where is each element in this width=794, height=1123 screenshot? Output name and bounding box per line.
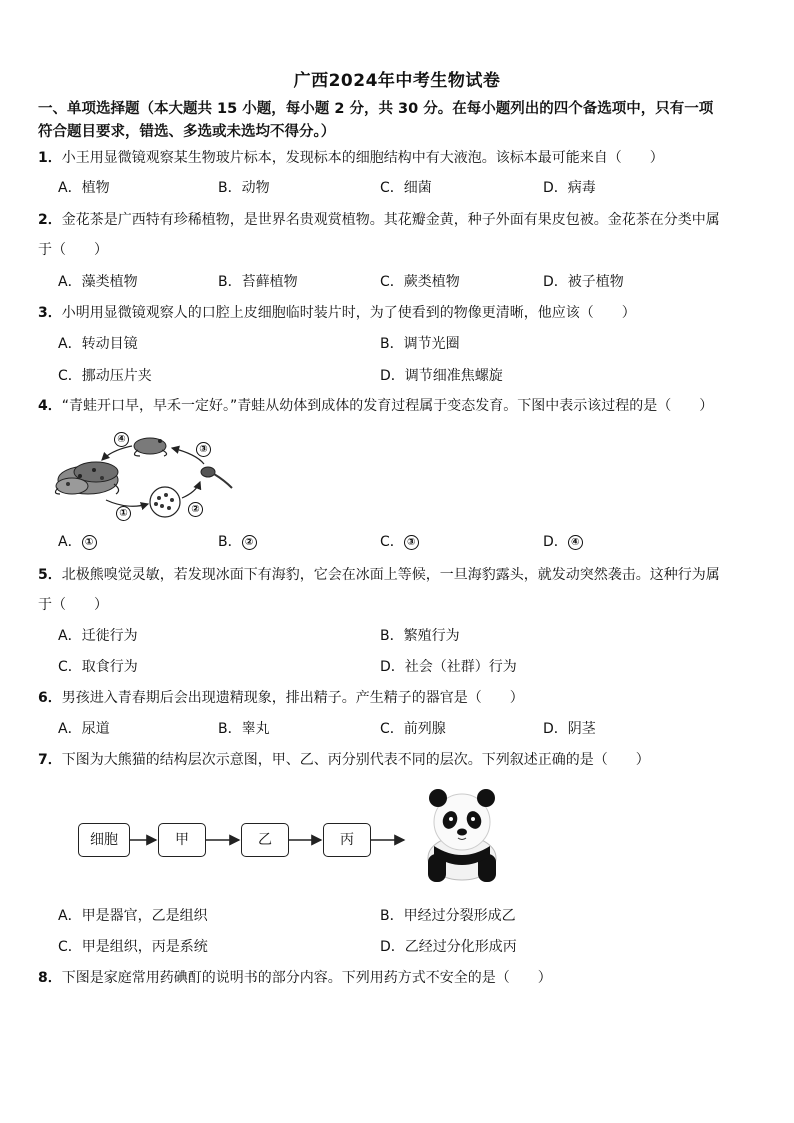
q4-option-a[interactable] <box>58 532 97 552</box>
option-mark: ④ <box>568 535 583 550</box>
question-number: 6． <box>38 690 62 706</box>
question-stem: 下图为大熊猫的结构层次示意图，甲、乙、丙分别代表不同的层次。下列叙述正确的是（ ） <box>61 752 650 768</box>
figure-label-1: ① <box>116 506 131 521</box>
giant-panda-icon <box>414 784 510 884</box>
question-number: 3． <box>38 305 62 321</box>
q3-option-d[interactable]: D．调节细准焦螺旋 <box>380 368 503 384</box>
question-stem: 小明用显微镜观察人的口腔上皮细胞临时装片时，为了使看到的物像更清晰，他应该（ ） <box>61 305 636 321</box>
q5-option-a[interactable]: A．迁徙行为 <box>58 628 138 644</box>
q4-option-d[interactable] <box>543 532 583 552</box>
flow-box-bing: 丙 <box>323 823 371 857</box>
question-8 <box>38 968 764 988</box>
question-6 <box>38 688 764 708</box>
adult-frogs-icon <box>55 462 118 494</box>
question-4 <box>38 396 764 416</box>
option-mark: ② <box>242 535 257 550</box>
question-stem: “青蛙开口早，早禾一定好。”青蛙从幼体到成体的发育过程属于变态发育。下图中表示该过程的是（ ） <box>61 398 714 414</box>
question-7 <box>38 750 764 770</box>
question-2-line2: 于（ ） <box>38 242 108 258</box>
question-5 <box>38 565 764 585</box>
option-letter: A． <box>58 534 82 550</box>
q7-option-b[interactable]: B．甲经过分裂形成乙 <box>380 908 516 924</box>
q1-option-c[interactable]: C．细菌 <box>380 180 432 196</box>
q5-option-d[interactable]: D．社会（社群）行为 <box>380 659 517 675</box>
q2-option-b[interactable]: B．苔藓植物 <box>218 274 298 290</box>
q2-option-c[interactable]: C．蕨类植物 <box>380 274 460 290</box>
q5-option-c[interactable]: C．取食行为 <box>58 659 138 675</box>
figure-label-2: ② <box>188 502 203 517</box>
young-frog-icon <box>134 438 167 456</box>
q6-option-d[interactable]: D．阴茎 <box>543 721 596 737</box>
option-letter: C． <box>380 534 404 550</box>
question-stem: 男孩进入青春期后会出现遗精现象，排出精子。产生精子的器官是（ ） <box>61 690 524 706</box>
question-stem: 小王用显微镜观察某生物玻片标本，发现标本的细胞结构中有大液泡。该标本最可能来自（ ） <box>61 150 664 166</box>
question-stem: 下图是家庭常用药碘酊的说明书的部分内容。下列用药方式不安全的是（ ） <box>61 970 552 986</box>
q2-option-d[interactable]: D．被子植物 <box>543 274 624 290</box>
question-2 <box>38 210 764 230</box>
q3-option-a[interactable]: A．转动目镜 <box>58 336 138 352</box>
section-heading-line2: 符合题目要求，错选、多选或未选均不得分。） <box>38 124 336 140</box>
option-mark: ① <box>82 535 97 550</box>
q3-option-b[interactable]: B．调节光圈 <box>380 336 460 352</box>
q6-option-b[interactable]: B．睾丸 <box>218 721 270 737</box>
question-number: 1． <box>38 150 62 166</box>
tadpole-icon <box>201 467 232 488</box>
q4-option-b[interactable] <box>218 532 257 552</box>
exam-title: 广西2024年中考生物试卷 <box>293 71 501 91</box>
q1-option-d[interactable]: D．病毒 <box>543 180 596 196</box>
frog-life-cycle-figure <box>50 428 240 524</box>
flow-box-cell: 细胞 <box>78 823 130 857</box>
figure-label-4: ④ <box>114 432 129 447</box>
q4-option-c[interactable] <box>380 532 419 552</box>
q1-option-a[interactable]: A．植物 <box>58 180 110 196</box>
question-number: 2． <box>38 212 62 228</box>
option-letter: D． <box>543 534 568 550</box>
question-number: 5． <box>38 567 62 583</box>
figure-label-3: ③ <box>196 442 211 457</box>
q7-option-d[interactable]: D．乙经过分化形成丙 <box>380 939 517 955</box>
question-stem: 金花茶是广西特有珍稀植物，是世界名贵观赏植物。其花瓣金黄，种子外面有果皮包被。金花茶在分类中属 <box>61 212 720 228</box>
question-number: 7． <box>38 752 62 768</box>
q7-option-a[interactable]: A．甲是器官，乙是组织 <box>58 908 208 924</box>
flow-box-yi: 乙 <box>241 823 289 857</box>
q3-option-c[interactable]: C．挪动压片夹 <box>58 368 152 384</box>
q1-option-b[interactable]: B．动物 <box>218 180 270 196</box>
q5-option-b[interactable]: B．繁殖行为 <box>380 628 460 644</box>
question-3 <box>38 303 764 323</box>
option-mark: ③ <box>404 535 419 550</box>
section-heading-line1: 一、单项选择题（本大题共 15 小题，每小题 2 分，共 30 分。在每小题列出的四个备选项中，只有一项 <box>38 101 714 117</box>
q2-option-a[interactable]: A．藻类植物 <box>58 274 138 290</box>
question-5-line2: 于（ ） <box>38 597 108 613</box>
flow-arrows <box>128 830 418 850</box>
q6-option-c[interactable]: C．前列腺 <box>380 721 446 737</box>
frog-eggs-icon <box>150 487 180 517</box>
question-1 <box>38 148 764 168</box>
q7-option-c[interactable]: C．甲是组织，丙是系统 <box>58 939 208 955</box>
question-stem: 北极熊嗅觉灵敏，若发现冰面下有海豹，它会在冰面上等候，一旦海豹露头，就发动突然袭击。这种行为属 <box>61 567 720 583</box>
question-number: 8． <box>38 970 62 986</box>
q6-option-a[interactable]: A．尿道 <box>58 721 110 737</box>
flow-box-jia: 甲 <box>158 823 206 857</box>
option-letter: B． <box>218 534 242 550</box>
question-number: 4． <box>38 398 62 414</box>
